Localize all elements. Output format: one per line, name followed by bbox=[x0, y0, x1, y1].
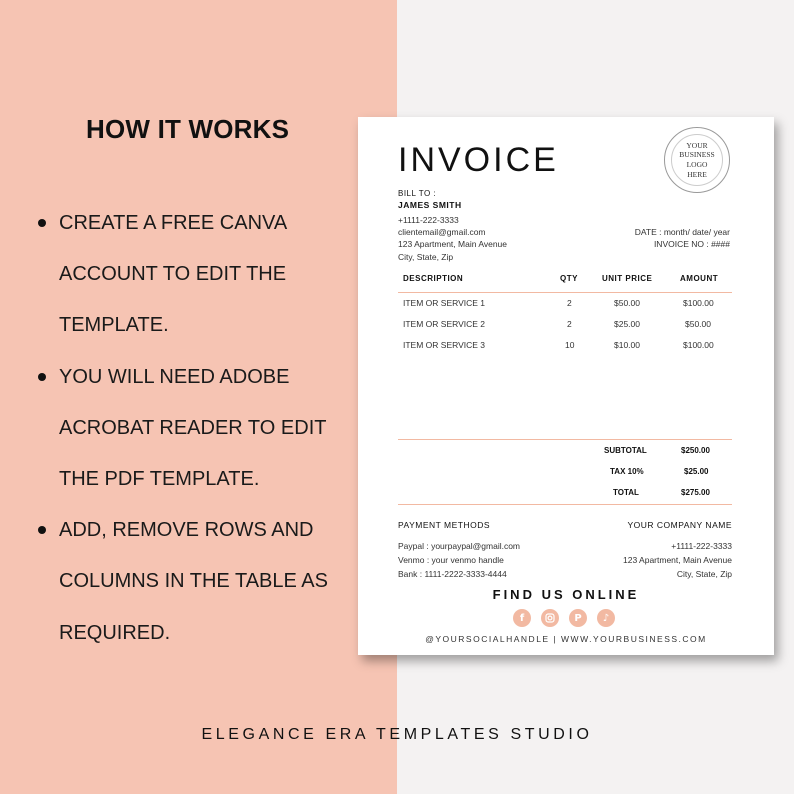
table-row bbox=[358, 340, 774, 354]
client-phone: +1111-222-3333 bbox=[398, 215, 459, 225]
how-it-works-title: HOW IT WORKS bbox=[86, 114, 290, 144]
item-qty: 10 bbox=[565, 340, 575, 350]
company-details bbox=[623, 539, 732, 581]
subtotal-label: SUBTOTAL bbox=[604, 446, 647, 455]
payment-venmo: Venmo : your venmo handle bbox=[398, 555, 504, 565]
item-description: ITEM OR SERVICE 3 bbox=[403, 340, 486, 350]
item-qty: 2 bbox=[567, 298, 572, 308]
payment-bank: Bank : 1111-2222-3333-4444 bbox=[398, 569, 507, 579]
item-unit-price: $25.00 bbox=[614, 319, 640, 329]
pinterest-icon: P bbox=[569, 609, 587, 627]
table-row bbox=[358, 319, 774, 333]
invoice-meta bbox=[635, 214, 730, 251]
logo-text: YOUR BUSINESS LOGO HERE bbox=[679, 140, 715, 179]
company-city: City, State, Zip bbox=[676, 569, 732, 579]
table-row bbox=[358, 298, 774, 312]
totals-bottom-rule bbox=[398, 504, 732, 505]
bill-to-label: BILL TO : bbox=[398, 189, 437, 198]
item-qty: 2 bbox=[567, 319, 572, 329]
column-header-description: DESCRIPTION bbox=[403, 274, 464, 283]
step-item: CREATE A FREE CANVA ACCOUNT TO EDIT THE TEMPLATE. bbox=[38, 198, 348, 352]
tax-value: $25.00 bbox=[684, 467, 709, 476]
invoice-title: INVOICE bbox=[398, 141, 559, 179]
column-header-amount: AMOUNT bbox=[680, 274, 719, 283]
client-city: City, State, Zip bbox=[398, 251, 454, 262]
tax-label: TAX 10% bbox=[610, 467, 644, 476]
payment-paypal: Paypal : yourpaypal@gmail.com bbox=[398, 541, 521, 551]
invoice-date: DATE : month/ date/ year bbox=[634, 227, 730, 238]
table-header-rule bbox=[398, 292, 732, 293]
facebook-icon: f bbox=[513, 609, 531, 627]
invoice-number: INVOICE NO : #### bbox=[653, 239, 730, 250]
total-label: TOTAL bbox=[613, 488, 639, 497]
step-item: YOU WILL NEED ADOBE ACROBAT READER TO EDIT THE PDF TEMPLATE. bbox=[38, 352, 348, 506]
company-name-heading: YOUR COMPANY NAME bbox=[627, 520, 732, 530]
column-header-qty: QTY bbox=[560, 274, 578, 283]
item-amount: $50.00 bbox=[685, 319, 711, 329]
company-address: 123 Apartment, Main Avenue bbox=[622, 555, 732, 565]
social-icons bbox=[513, 609, 615, 627]
payment-methods bbox=[398, 539, 520, 581]
instagram-icon bbox=[541, 609, 559, 627]
total-value: $275.00 bbox=[681, 488, 710, 497]
steps-list bbox=[38, 198, 348, 659]
step-item: ADD, REMOVE ROWS AND COLUMNS IN THE TABLE AS REQUIRED. bbox=[38, 505, 348, 659]
logo-placeholder bbox=[664, 127, 730, 193]
invoice-preview bbox=[358, 117, 774, 655]
client-address: 123 Apartment, Main Avenue bbox=[398, 239, 508, 250]
subtotal-value: $250.00 bbox=[681, 446, 710, 455]
company-phone: +1111-222-3333 bbox=[671, 541, 732, 551]
item-unit-price: $50.00 bbox=[614, 298, 640, 308]
column-header-unit-price: UNIT PRICE bbox=[602, 274, 653, 283]
item-amount: $100.00 bbox=[683, 340, 714, 350]
client-email: clientemail@gmail.com bbox=[398, 227, 486, 238]
social-handle-line: @YOURSOCIALHANDLE | WWW.YOURBUSINESS.COM bbox=[425, 634, 707, 644]
client-name: JAMES SMITH bbox=[398, 200, 462, 210]
find-us-online-heading: FIND US ONLINE bbox=[492, 587, 640, 602]
client-details bbox=[398, 214, 507, 263]
studio-name: ELEGANCE ERA TEMPLATES STUDIO bbox=[201, 726, 593, 743]
tiktok-icon: ♪ bbox=[597, 609, 615, 627]
item-amount: $100.00 bbox=[683, 298, 714, 308]
item-unit-price: $10.00 bbox=[614, 340, 640, 350]
totals-top-rule bbox=[398, 439, 732, 440]
item-description: ITEM OR SERVICE 2 bbox=[403, 319, 486, 329]
payment-methods-heading: PAYMENT METHODS bbox=[398, 520, 491, 530]
item-description: ITEM OR SERVICE 1 bbox=[403, 298, 486, 308]
